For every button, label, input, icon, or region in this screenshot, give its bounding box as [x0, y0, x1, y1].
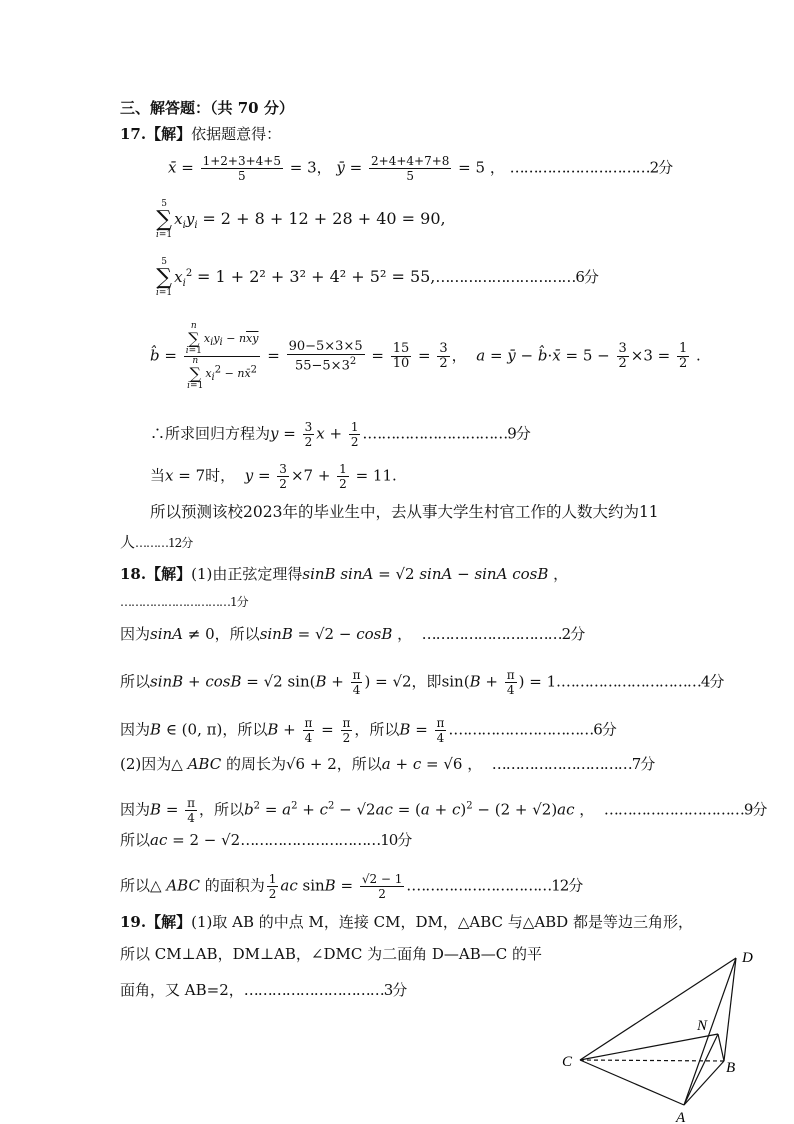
q18-l5-b: ，所以 — [222, 720, 268, 739]
q18-l7-b: ，所以 — [199, 800, 245, 819]
q18-line-7: 因为B = $\frac{\pi}{4}$ ，所以$b^2 = a^2 + c^2 - √2ac = (a + c)^2 - (2 + √2)ac$ ， …………………………9分 — [120, 796, 767, 825]
q17-conclusion-2-text: 人 — [120, 533, 136, 551]
q19-line-2: 所以 CM⊥AB，DM⊥AB，∠DMC 为二面角 D—AB—C 的平 — [120, 945, 543, 963]
q18-l6-a: (2)因为△ — [120, 755, 183, 773]
q18-l5-a: 因为 — [120, 720, 151, 739]
q18-l4-b: ，即 — [411, 672, 442, 691]
q18-line-4: 所以sinB + cosB = √2 sin(B + $\frac{\pi}{4}$ ) = √2，即sin(B + $\frac{\pi}{4}$ ) = 1.…………………………4分 — [120, 668, 724, 697]
section-title: 三、解答题：（共 70 分） — [120, 99, 294, 117]
q18-l9-a: 所以△ — [120, 876, 162, 895]
q17-means-line: x̄ = $\frac{1+2+3+4+5}{5}$ = 3， ȳ = $\frac{2+4+4+7+8}{5}$ = 5 ， …………………………2分 — [168, 154, 673, 183]
q17-sum-x2-value: = 1 + 2² + 3² + 4² + 5² = 55, — [197, 267, 436, 286]
q18-score-7: …………………………7分 — [491, 755, 655, 773]
q17-slope-line: b̂ = n ∑ $i=1x_iy_i - n\overline{xy}$ n ∑ $i=1x_i^2$ − nx̄$^2$ = $\frac{90-5\times 3\times 5}{55-5\times 3^2}$ = $\frac{15}{10}$ = $\frac{3}{2}$ ， a = ȳ − b̂·x̄ = 5 − $\frac{3}{2}$ ×3 = $\frac{1}{2}$ . — [150, 321, 701, 391]
q18-score-6: …………………………6分 — [453, 720, 616, 739]
q18-line-8: 所以ac = 2 − √2…………………………10分 — [120, 831, 412, 849]
label-D: D — [742, 950, 753, 966]
q19-score-3: …………………………3分 — [243, 981, 407, 999]
q18-score-9: …………………………9分 — [603, 800, 767, 819]
q17-predict-when: 当 — [150, 466, 166, 485]
q18-l9-b: 的面积为 — [204, 876, 265, 895]
q18-number: 18. — [120, 565, 147, 583]
q19-tag: 【解】 — [146, 913, 192, 931]
q17-conclusion-2 — [120, 532, 192, 553]
q18-score-10: …………………………10分 — [240, 831, 412, 849]
q18-l3-b: ，所以 — [214, 625, 260, 643]
q19-line-3 — [120, 980, 406, 1000]
q17-predict-mid: 时， — [205, 466, 236, 485]
q18-l8-a: 所以 — [120, 831, 151, 849]
q17-heading — [120, 124, 281, 144]
q18-line-5: 因为B ∈ (0, π)，所以B + $\frac{\pi}{4}$ = $\frac{\pi}{2}$ ，所以B = $\frac{\pi}{4}$ .…………………………6分 — [120, 716, 616, 745]
q19-number: 19. — [120, 913, 147, 931]
q19-l1: (1)取 AB 的中点 M，连接 CM，DM，△ABC 与△ABD 都是等边三角形， — [191, 913, 693, 931]
q17-tag: 【解】 — [146, 125, 192, 143]
q17-score-12: ………12分 — [135, 536, 193, 550]
q17-predict-line: 当x = 7时， y = $\frac{3}{2}$ ×7 + $\frac{1}{2}$ = 11. — [150, 462, 397, 491]
q17-sum-x2-line: 5 ∑ $i=1x_i^2 = 1 + 2^2 + 3^2 + 4^2 + 5^2$ = 55,…………………………6分 — [156, 257, 598, 298]
q18-l5-c: ，所以 — [354, 720, 400, 739]
q17-regression-line: ∴所求回归方程为y = $\frac{3}{2}$ x + $\frac{1}{2}$ .…………………………9分 — [150, 420, 530, 449]
label-C: C — [562, 1054, 573, 1070]
q18-l6-b: 的周长为 — [225, 755, 286, 773]
q17-intro: 依据题意得： — [191, 125, 282, 143]
q18-score-1: …………………………1分 — [120, 595, 248, 609]
q17-score-9: …………………………9分 — [367, 424, 530, 443]
label-B: B — [726, 1060, 736, 1076]
q17-score-2: …………………………2分 — [509, 158, 673, 177]
q18-l3-a: 因为 — [120, 625, 151, 643]
q18-intro: (1)由正弦定理得 — [191, 565, 303, 583]
q19-line-1 — [120, 912, 693, 932]
q18-score-12: …………………………12分 — [411, 876, 583, 895]
q17-score-6: …………………………6分 — [435, 268, 598, 286]
q17-number: 17. — [120, 125, 147, 143]
label-N: N — [697, 1018, 708, 1034]
q18-line-6: (2)因为△ ABC 的周长为√6 + 2，所以a + c = √6 ， …………………………7分 — [120, 755, 655, 773]
q18-heading: 18.【解】(1)由正弦定理得sinB sinA = √2 sinA − sinA cosB ， — [120, 565, 569, 583]
q18-line-9: 所以△ ABC 的面积为 $\frac{1}{2}$ ac sinB = $\frac{√2 - 1}{2}$ .…………………………12分 — [120, 872, 583, 901]
q18-l4-a: 所以 — [120, 672, 151, 691]
q18-score-4: …………………………4分 — [560, 672, 724, 691]
q18-line-3: 因为sinA ≠ 0，所以sinB = √2 − cosB ， …………………………2分 — [120, 625, 585, 643]
q18-l7-a: 因为 — [120, 800, 151, 819]
tetrahedron-figure — [550, 940, 780, 1124]
q18-l6-c: ，所以 — [336, 755, 382, 773]
q18-score-2: …………………………2分 — [421, 625, 585, 643]
q17-conclusion: 所以预测该校2023年的毕业生中，去从事大学生村官工作的人数大约为11 — [150, 503, 659, 521]
label-A: A — [676, 1110, 686, 1124]
q17-sum-xy-value: = 2 + 8 + 12 + 28 + 40 = 90, — [202, 209, 446, 228]
q17-sum-xy-line: 5 ∑ $i=1x_iy_i = 2 + 8 + 12 + 28 + 40 = 90$, — [156, 199, 446, 240]
q19-l3: 面角，又 AB=2， — [120, 981, 244, 999]
q18-tag: 【解】 — [146, 565, 192, 583]
q17-regression-text: ∴所求回归方程为 — [150, 424, 271, 443]
